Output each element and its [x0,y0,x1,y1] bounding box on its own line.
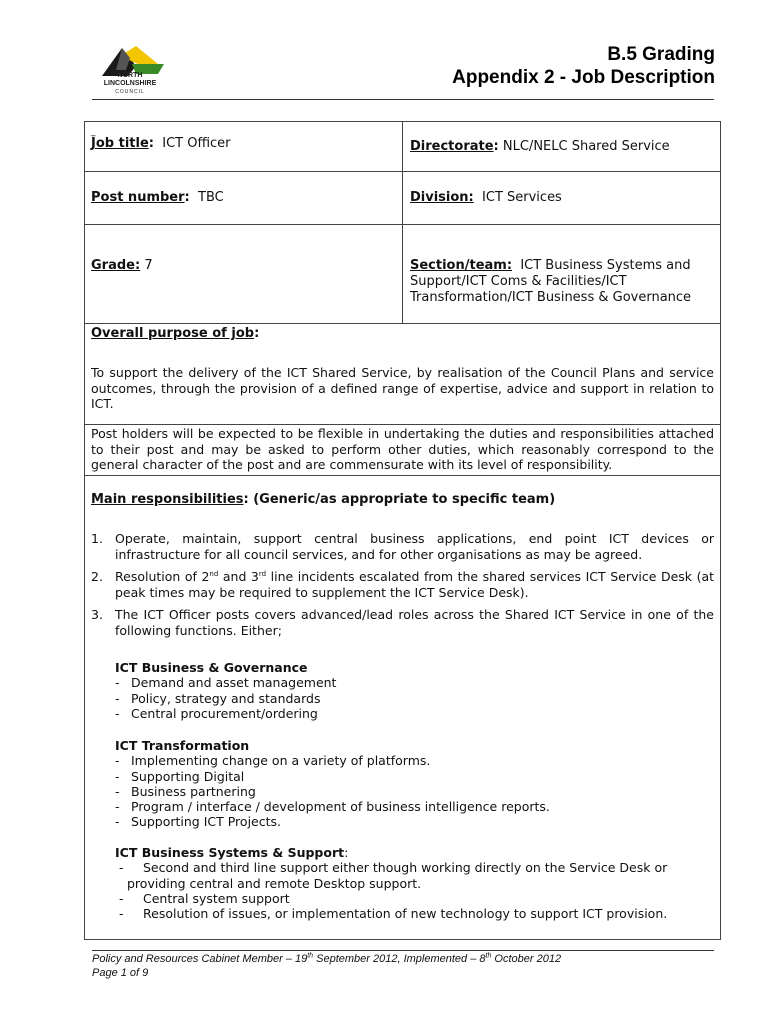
dash-bullet: - [119,860,124,876]
group-governance [115,660,715,721]
purpose-heading-colon: : [254,326,260,341]
page-number: Page 1 of 9 [92,967,149,979]
title-line-grading: B.5 Grading [607,44,715,65]
post-number-cell: Post number: TBC [91,190,224,205]
footer-text: October 2012 [491,953,562,965]
grade-cell [91,258,153,274]
list-item [115,753,715,768]
document-title [452,44,715,90]
table-row-divider [84,323,721,324]
list-item [91,531,714,562]
dash-bullet: - [115,783,120,799]
list-item [115,860,715,875]
section-team-cell [410,258,716,306]
list-item [115,784,715,799]
division-cell [410,190,562,206]
list-item-continuation: providing central and remote Desktop support. [127,875,422,891]
list-item-text: Central system support [143,890,290,906]
purpose-heading [91,326,259,342]
dash-bullet: - [119,906,124,922]
grade-value: 7 [144,258,153,273]
group-transformation [115,738,715,830]
group-title: ICT Transformation [115,738,250,753]
list-item [115,769,715,784]
dash-bullet: - [115,690,120,706]
responsibilities-heading-label: Main responsibilities [91,492,244,507]
responsibilities-subheading: : (Generic/as appropriate to specific team) [243,492,556,507]
list-item-text: Central procurement/ordering [131,705,318,721]
list-item-text: Operate, maintain, support central business applications, end point ICT devices or infrastructure for all council services, and for other organisations as may be agreed. [115,531,714,562]
footer-divider [92,950,714,951]
list-item [115,691,715,706]
group-title-text: ICT Business Systems & Support [115,845,345,860]
superscript: th [307,952,314,960]
list-item [115,799,715,814]
group-title [115,845,715,860]
list-item-text: Supporting Digital [131,768,245,784]
logo-line-council: COUNCIL [115,89,145,95]
list-item-text: Second and third line support either though working directly on the Service Desk or [143,860,668,876]
list-item-number: 1. [91,531,103,546]
list-item-text: Business partnering [131,783,256,799]
dash-bullet: - [119,890,124,906]
logo-line-north: NORTH [117,72,143,79]
logo-text [92,72,168,96]
logo-line-lincolnshire: LINCOLNSHIRE [103,80,157,87]
directorate-cell: Directorate: NLC/NELC Shared Service [410,139,670,154]
purpose-text: To support the delivery of the ICT Shared Service, by realisation of the Council Plans and service outcomes, through the provision of a defined range of expertise, advice and support in relation to ICT. [91,365,714,411]
footer-approval-line [92,952,561,966]
page-footer [92,952,561,980]
stray-mark: _ [91,127,96,137]
list-item [91,607,714,638]
list-item-text: Resolution of issues, or implementation of new technology to support ICT provision. [143,906,668,922]
section-team-value: ICT Business Systems and Support/ICT Coms & Facilities/ICT Transformation/ICT Business & Governance [410,258,692,305]
group-title: ICT Business & Governance [115,660,308,675]
dash-bullet: - [115,799,120,815]
purpose-heading-label: Overall purpose of job [91,326,255,341]
list-item-text-post: line incidents escalated from the shared services ICT Service Desk (at peak times may be required to supplement the ICT Service Desk). [115,569,715,600]
group-systems-support [115,845,715,921]
title-line-appendix: Appendix 2 - Job Description [452,67,715,88]
dash-bullet: - [115,814,120,830]
superscript: th [485,952,492,960]
footer-text: September 2012, Implemented – 8 [313,953,486,965]
header-divider [92,99,714,100]
directorate-value: NLC/NELC Shared Service [502,139,670,154]
job-title-label: Job title [91,136,149,151]
responsibilities-list [91,531,714,647]
list-item-number: 2. [91,569,103,584]
table-column-divider [402,121,403,323]
list-item [91,569,714,600]
post-number-label: Post number [91,190,185,205]
responsibilities-heading [91,492,555,508]
list-item [115,675,715,690]
list-item-text: Policy, strategy and standards [131,690,321,706]
post-number-value: TBC [198,190,224,205]
division-label: Division: [410,190,474,205]
dash-bullet: - [115,705,120,721]
directorate-label: Directorate [410,139,494,154]
table-row-divider [84,424,721,425]
superscript: nd [209,569,219,578]
list-item-text: Program / interface / development of business intelligence reports. [131,799,550,815]
section-team-label: Section/team: [410,258,513,273]
superscript: rd [258,569,267,578]
dash-bullet: - [115,768,120,784]
list-item [115,891,715,906]
list-item-text-pre: Resolution of 2 [115,569,210,584]
table-row-divider [84,475,721,476]
list-item [115,906,715,921]
list-item-text: Implementing change on a variety of platforms. [131,753,431,769]
list-item-text: Supporting ICT Projects. [131,814,281,830]
group-title-colon: : [344,845,349,860]
list-item-number: 3. [91,607,103,622]
list-item [115,814,715,829]
list-item-text: The ICT Officer posts covers advanced/lead roles across the Shared ICT Service in one of the following functions. Either; [115,607,714,638]
grade-label: Grade: [91,258,141,273]
flexibility-text: Post holders will be expected to be flexible in undertaking the duties and responsibilities attached to their post and may be asked to perform other duties, which reasonably correspond to the general character of the post and are commensurate with its level of responsibility. [91,426,714,472]
list-item [115,706,715,721]
dash-bullet: - [115,675,120,691]
footer-text: Policy and Resources Cabinet Member – 19 [92,953,308,965]
job-title-value: ICT Officer [162,136,231,151]
dash-bullet: - [115,753,120,769]
job-title-cell: Job title: ICT Officer [91,136,231,151]
list-item-text-mid: and 3 [218,569,259,584]
list-item-text: Demand and asset management [131,675,337,691]
division-value: ICT Services [482,190,562,205]
